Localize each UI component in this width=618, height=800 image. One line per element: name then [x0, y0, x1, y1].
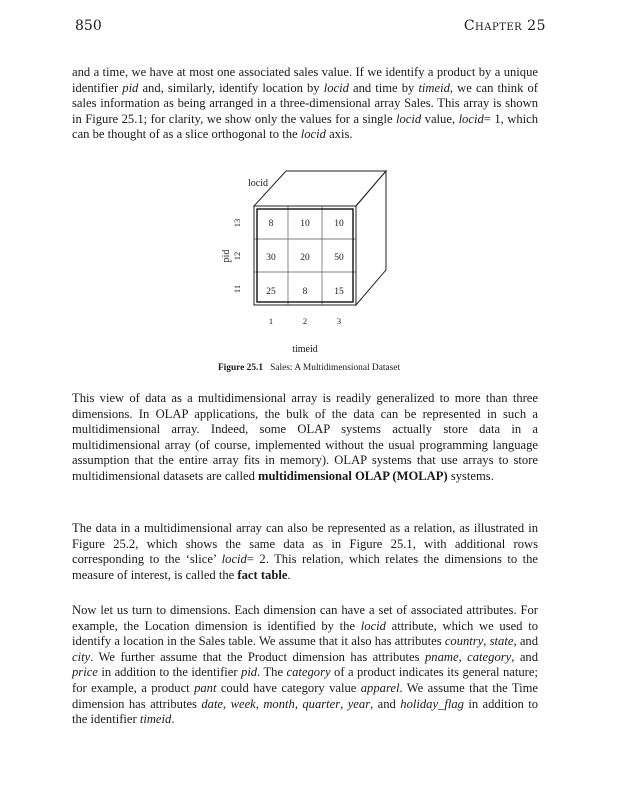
paragraph-intro: and a time, we have at most one associated sales value. If we identify a product by a unique identifier pid and, similarly, identify location by locid and time by timeid, we can think of sales information as being arranged in a three-dimensional array Sales. This array is shown in Figure 25.1; for clarity, we show only the values for a single locid value, locid= 1, which can be thought of as a slice orthogonal to the locid axis. — [72, 65, 539, 142]
paragraph-dimensions: Now let us turn to dimensions. Each dimension can have a set of associated attributes. For example, the Location dimension is identified by the locid attribute, which we used to identify a location in the Sales table. We assume that it also has attributes country, state, and city. We further assume that the Product dimension has attributes pname, category, and price in addition to the identifier pid. The category of a product indicates its general nature; for example, a product pant could have category value apparel. We assume that the Time dimension has attributes date, week, month, quarter, year, and holiday_flag in addition to the identifier timeid. — [72, 603, 539, 727]
pid-tick-labels — [232, 219, 242, 293]
paragraph-relation: The data in a multidimensional array can also be represented as a relation, as illustrated in Figure 25.2, which shows the same data as in Figure 25.1, with additional rows corresponding to the ‘slice’ locid= 2. This relation, which relates the dimensions to the measure of interest, is called the fact table. — [72, 521, 538, 582]
timeid-tick: 1 — [268, 316, 274, 326]
timeid-tick: 3 — [336, 316, 342, 326]
cell-value: 15 — [334, 287, 344, 297]
figure-caption — [0, 363, 618, 373]
cube-top-face — [254, 171, 386, 206]
timeid-tick-labels — [269, 316, 341, 326]
page-number: 850 — [75, 18, 102, 34]
pid-tick: 12 — [232, 251, 242, 261]
caption-label: Figure 25.1 — [217, 363, 264, 373]
pid-axis-label: pid — [221, 249, 232, 263]
cell-value: 10 — [334, 219, 344, 229]
caption-text: Sales: A Multidimensional Dataset — [270, 363, 401, 373]
cell-value: 8 — [302, 287, 308, 297]
chapter-word: Chapter — [463, 18, 523, 34]
chapter-number: 25 — [527, 18, 546, 34]
cell-value: 25 — [266, 287, 276, 297]
paragraph-olap: This view of data as a multidimensional array is readily generalized to more than three dimensions. In OLAP applications, the bulk of the data can be represented in such a multidimensional array. Indeed, some OLAP systems actually store data in a multidimensional array (of course, implemented without the usual programming language assumption that the entire array fits in memory). OLAP systems that use arrays to store multidimensional datasets are called multidimensional OLAP (MOLAP) systems. — [72, 391, 538, 483]
cell-value: 20 — [300, 253, 310, 263]
timeid-tick: 2 — [302, 316, 308, 326]
cube-outline — [254, 171, 386, 305]
cell-value: 8 — [268, 219, 274, 229]
cell-value: 30 — [266, 253, 276, 263]
cell-value: 50 — [334, 253, 344, 263]
cube-right-face — [356, 171, 386, 305]
timeid-axis-label: timeid — [292, 344, 318, 355]
locid-axis-label: locid — [248, 178, 268, 189]
cell-values — [266, 219, 344, 297]
pid-tick: 13 — [232, 218, 242, 228]
pid-tick: 11 — [232, 284, 242, 294]
cell-value: 10 — [300, 219, 310, 229]
